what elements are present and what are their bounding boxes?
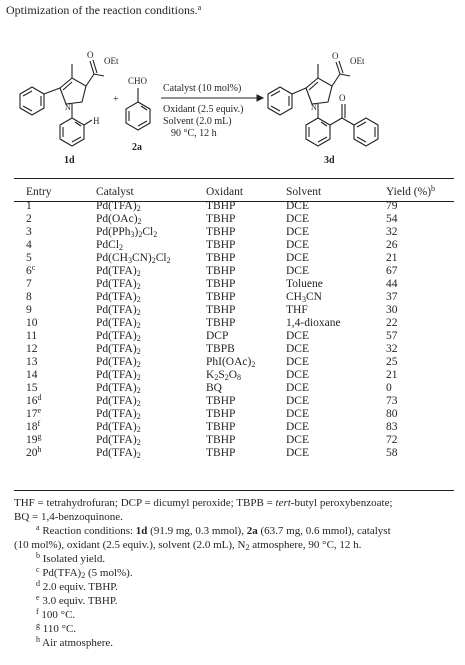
table-row — [14, 434, 454, 447]
cell-entry: 14 — [26, 369, 38, 381]
cell-entry: 13 — [26, 356, 38, 368]
abbreviations-line-2: BQ = 1,4-benzoquinone. — [14, 511, 123, 523]
cell-catalyst: $Pd(TFA)_2$ — [96, 265, 141, 278]
cell-entry: 2 — [26, 213, 32, 225]
table-row — [14, 395, 454, 408]
scheme-plus: + — [113, 94, 119, 105]
cell-catalyst: $Pd(TFA)_2$ — [96, 408, 141, 421]
reactant-1d-structure — [20, 60, 104, 146]
cell-solvent: DCE — [286, 330, 309, 342]
cell-catalyst: $Pd(PPh_3)_2Cl_2$ — [96, 226, 158, 239]
cell-oxidant: TBHP — [206, 278, 236, 290]
table-footnotes — [14, 496, 459, 650]
caption-footnote-mark: a — [197, 3, 202, 12]
table-row — [14, 356, 454, 369]
cell-solvent: DCE — [286, 421, 309, 433]
abbreviations-line-1: THF = tetrahydrofuran; DCP = dicumyl peroxide; TBPB = tert-butyl peroxybenzoate; — [14, 497, 393, 509]
cell-yield: 57 — [386, 330, 398, 342]
cell-oxidant: TBHP — [206, 421, 236, 433]
scheme-label-h: H — [93, 116, 100, 126]
table-row — [14, 252, 454, 265]
table-row — [14, 447, 454, 460]
cell-oxidant: TBHP — [206, 317, 236, 329]
cell-oxidant: TBHP — [206, 213, 236, 225]
cell-catalyst: $Pd(TFA)_2$ — [96, 356, 141, 369]
condition-solvent: Solvent (2.0 mL) — [163, 116, 232, 127]
cell-catalyst: $Pd(TFA)_2$ — [96, 291, 141, 304]
footnote-f: $^f$ 100 °C. — [36, 607, 76, 621]
cell-solvent: Toluene — [286, 278, 323, 290]
cell-catalyst: $Pd(TFA)_2$ — [96, 278, 141, 291]
reaction-scheme — [0, 16, 465, 176]
cell-yield: 72 — [386, 434, 398, 446]
cell-entry: 11 — [26, 330, 38, 342]
cell-entry: 8 — [26, 291, 32, 303]
reactant-2a-structure — [126, 88, 150, 130]
cell-catalyst: $Pd(TFA)_2$ — [96, 304, 141, 317]
cell-solvent: 1,4-dioxane — [286, 317, 341, 329]
table-row — [14, 317, 454, 330]
compound-2a-label: 2a — [132, 142, 142, 153]
cell-oxidant: $PhI(OAc)_2$ — [206, 356, 256, 369]
cell-oxidant: TBHP — [206, 265, 236, 277]
cell-entry: 1 — [26, 200, 32, 212]
condition-temperature-time: 90 °C, 12 h — [171, 128, 217, 139]
compound-3d-label: 3d — [324, 155, 335, 166]
cell-oxidant: TBHP — [206, 239, 236, 251]
cell-yield: 67 — [386, 265, 398, 277]
cell-catalyst: $Pd(TFA)_2$ — [96, 330, 141, 343]
cell-solvent: DCE — [286, 343, 309, 355]
cell-solvent: $CH_3CN$ — [286, 291, 322, 304]
cell-oxidant: BQ — [206, 382, 222, 394]
cell-solvent: DCE — [286, 356, 309, 368]
table-row — [14, 343, 454, 356]
cell-yield: 21 — [386, 252, 398, 264]
cell-entry: 3 — [26, 226, 32, 238]
cell-yield: 58 — [386, 447, 398, 459]
scheme-label-o1: O — [87, 50, 94, 60]
cell-solvent: THF — [286, 304, 308, 316]
header-catalyst: Catalyst — [96, 186, 134, 198]
table-row — [14, 291, 454, 304]
cell-oxidant: DCP — [206, 330, 229, 342]
table-row — [14, 330, 454, 343]
cell-entry: 6$^c$ — [26, 263, 36, 277]
cell-catalyst: $Pd(TFA)_2$ — [96, 343, 141, 356]
cell-solvent: DCE — [286, 265, 309, 277]
cell-yield: 32 — [386, 343, 398, 355]
cell-solvent: DCE — [286, 369, 309, 381]
cell-yield: 30 — [386, 304, 398, 316]
cell-oxidant: TBHP — [206, 252, 236, 264]
cell-solvent: DCE — [286, 252, 309, 264]
footnote-h: $^h$ Air atmosphere. — [36, 635, 114, 649]
scheme-label-n2: N — [311, 103, 317, 112]
cell-entry: 17e — [26, 406, 42, 420]
cell-entry: 15 — [26, 382, 38, 394]
header-solvent: Solvent — [286, 186, 322, 198]
cell-catalyst: $Pd(TFA)_2$ — [96, 369, 141, 382]
cell-oxidant: $K_2S_2O_8$ — [206, 369, 242, 382]
table-top-rule — [14, 178, 454, 179]
cell-entry: 18$^f$ — [26, 419, 41, 433]
footnote-e: $^e$ 3.0 equiv. TBHP. — [36, 593, 118, 607]
cell-entry: 20$^h$ — [26, 445, 42, 459]
footnote-a-continued: (10 mol%), oxidant (2.5 equiv.), solvent (2.0 mL), $N_2$ atmosphere, 90 °C, 12 h. — [14, 539, 362, 552]
cell-catalyst: PdCl$_2$ — [96, 239, 124, 252]
compound-1d-label: 1d — [64, 155, 75, 166]
scheme-label-n1: N — [65, 103, 71, 112]
cell-yield: 0 — [386, 382, 392, 394]
cell-catalyst: $Pd(TFA)_2$ — [96, 200, 141, 213]
header-entry: Entry — [26, 186, 52, 198]
header-oxidant: Oxidant — [206, 186, 244, 198]
cell-catalyst: $Pd(TFA)_2$ — [96, 421, 141, 434]
table-row — [14, 421, 454, 434]
product-3d-structure — [268, 61, 378, 146]
table-row — [14, 304, 454, 317]
table-row — [14, 239, 454, 252]
cell-catalyst: $Pd(TFA)_2$ — [96, 382, 141, 395]
table-row — [14, 382, 454, 395]
scheme-label-ester-product: OEt — [350, 56, 365, 66]
cell-solvent: DCE — [286, 434, 309, 446]
table-row — [14, 226, 454, 239]
footnote-d: $^d$ 2.0 equiv. TBHP. — [36, 579, 118, 593]
cell-oxidant: TBHP — [206, 395, 236, 407]
cell-solvent: DCE — [286, 213, 309, 225]
cell-entry: 10 — [26, 317, 38, 329]
footnote-g: $^g$ 110 °C. — [36, 621, 77, 635]
cell-catalyst: $Pd(TFA)_2$ — [96, 395, 141, 408]
cell-oxidant: TBHP — [206, 291, 236, 303]
cell-catalyst: $Pd(TFA)_2$ — [96, 447, 141, 460]
cell-yield: 25 — [386, 356, 398, 368]
cell-entry: 5 — [26, 252, 32, 264]
cell-yield: 44 — [386, 278, 398, 290]
scheme-label-ester: OEt — [104, 56, 119, 66]
cell-oxidant: TBHP — [206, 226, 236, 238]
cell-yield: 26 — [386, 239, 398, 251]
cell-catalyst: $Pd(TFA)_2$ — [96, 317, 141, 330]
cell-entry: 12 — [26, 343, 38, 355]
cell-solvent: DCE — [286, 200, 309, 212]
footnote-b: $^b$ Isolated yield. — [36, 551, 106, 565]
cell-solvent: DCE — [286, 395, 309, 407]
cell-catalyst: $Pd(OAc)_2$ — [96, 213, 142, 226]
footnote-a: $^a$ Reaction conditions: 1d (91.9 mg, 0.3 mmol), 2a (63.7 mg, 0.6 mmol), catalyst — [36, 523, 391, 537]
cell-catalyst: $Pd(TFA)_2$ — [96, 434, 141, 447]
cell-oxidant: TBHP — [206, 408, 236, 420]
condition-oxidant: Oxidant (2.5 equiv.) — [163, 104, 244, 115]
header-yield: Yield (%)$^b$ — [386, 184, 436, 198]
cell-solvent: DCE — [286, 447, 309, 459]
cell-yield: 21 — [386, 369, 398, 381]
cell-yield: 22 — [386, 317, 398, 329]
table-row — [14, 408, 454, 421]
condition-catalyst: Catalyst (10 mol%) — [163, 83, 242, 94]
table-row — [14, 213, 454, 226]
table-bottom-rule — [14, 490, 454, 491]
table-row — [14, 369, 454, 382]
cell-oxidant: TBHP — [206, 304, 236, 316]
table-row — [14, 200, 454, 213]
conditions-arrow — [161, 95, 263, 101]
cell-yield: 79 — [386, 200, 398, 212]
cell-entry: 4 — [26, 239, 32, 251]
cell-solvent: DCE — [286, 382, 309, 394]
cell-oxidant: TBHP — [206, 434, 236, 446]
table-row — [14, 265, 454, 278]
cell-yield: 54 — [386, 213, 398, 225]
table-header-row — [14, 184, 454, 200]
optimization-table — [14, 184, 454, 460]
cell-solvent: DCE — [286, 226, 309, 238]
scheme-label-cho: CHO — [128, 76, 148, 86]
table-caption: Optimization of the reaction conditions.$^a$ — [6, 3, 202, 17]
cell-oxidant: TBHP — [206, 447, 236, 459]
footnote-c: $^c$ $Pd(TFA)_2$ (5 mol%). — [36, 565, 133, 580]
cell-yield: 32 — [386, 226, 398, 238]
cell-yield: 80 — [386, 408, 398, 420]
cell-solvent: DCE — [286, 408, 309, 420]
cell-oxidant: TBPB — [206, 343, 235, 355]
cell-oxidant: TBHP — [206, 200, 236, 212]
scheme-label-o3: O — [339, 93, 346, 103]
cell-yield: 83 — [386, 421, 398, 433]
cell-entry: 19$^g$ — [26, 432, 42, 446]
scheme-label-o2: O — [332, 51, 339, 61]
cell-yield: 73 — [386, 395, 398, 407]
table-row — [14, 278, 454, 291]
cell-yield: 37 — [386, 291, 398, 303]
cell-entry: 16$^d$ — [26, 393, 42, 407]
cell-catalyst: $Pd(CH_3CN)_2Cl_2$ — [96, 252, 171, 265]
cell-entry: 7 — [26, 278, 32, 290]
cell-entry: 9 — [26, 304, 32, 316]
cell-solvent: DCE — [286, 239, 309, 251]
